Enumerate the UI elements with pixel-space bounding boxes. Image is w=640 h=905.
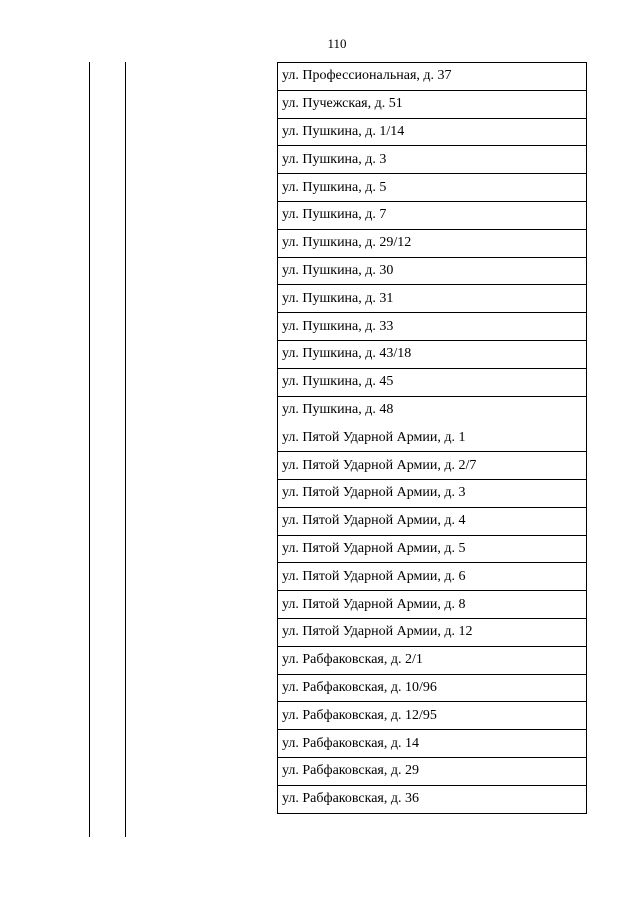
address-cell: ул. Пятой Ударной Армии, д. 4 [278, 507, 587, 535]
table-column-border-left [89, 62, 90, 837]
table-row [278, 118, 587, 146]
table-row [278, 618, 587, 646]
table-row [278, 730, 587, 758]
table-row [278, 757, 587, 785]
address-cell: ул. Рабфаковская, д. 14 [278, 730, 587, 758]
table-row [278, 507, 587, 535]
table-column-border-middle [125, 62, 126, 837]
address-cell: ул. Пушкина, д. 5 [278, 174, 587, 202]
table-row [278, 174, 587, 202]
address-cell: ул. Пушкина, д. 3 [278, 146, 587, 174]
address-cell: ул. Рабфаковская, д. 10/96 [278, 674, 587, 702]
page-number: 110 [327, 36, 347, 51]
table-row [278, 229, 587, 257]
table-row [278, 340, 587, 368]
address-table [277, 62, 587, 814]
table-row [278, 591, 587, 619]
table-row [278, 63, 587, 91]
address-cell: ул. Рабфаковская, д. 12/95 [278, 702, 587, 730]
address-cell: ул. Пушкина, д. 30 [278, 257, 587, 285]
table-row [278, 313, 587, 341]
address-cell: ул. Рабфаковская, д. 2/1 [278, 646, 587, 674]
table-row [278, 452, 587, 480]
address-cell: ул. Пушкина, д. 43/18 [278, 340, 587, 368]
address-cell: ул. Пятой Ударной Армии, д. 3 [278, 479, 587, 507]
table-row [278, 424, 587, 452]
table-row [278, 146, 587, 174]
table-row [278, 535, 587, 563]
table-row [278, 396, 587, 424]
table-row [278, 257, 587, 285]
address-cell: ул. Рабфаковская, д. 29 [278, 757, 587, 785]
address-cell: ул. Пятой Ударной Армии, д. 8 [278, 591, 587, 619]
address-cell: ул. Рабфаковская, д. 36 [278, 785, 587, 813]
address-cell: ул. Пятой Ударной Армии, д. 1 [278, 424, 587, 452]
address-cell: ул. Пушкина, д. 29/12 [278, 229, 587, 257]
table-row [278, 201, 587, 229]
address-cell: ул. Пятой Ударной Армии, д. 12 [278, 618, 587, 646]
address-cell: ул. Пушкина, д. 1/14 [278, 118, 587, 146]
address-cell: ул. Пушкина, д. 31 [278, 285, 587, 313]
table-row [278, 285, 587, 313]
address-cell: ул. Пушкина, д. 48 [278, 396, 587, 424]
address-cell: ул. Пучежская, д. 51 [278, 90, 587, 118]
address-cell: ул. Пушкина, д. 7 [278, 201, 587, 229]
table-row [278, 646, 587, 674]
table-row [278, 674, 587, 702]
table-row [278, 368, 587, 396]
address-cell: ул. Пятой Ударной Армии, д. 5 [278, 535, 587, 563]
address-cell: ул. Пушкина, д. 45 [278, 368, 587, 396]
address-cell: ул. Профессиональная, д. 37 [278, 63, 587, 91]
address-cell: ул. Пятой Ударной Армии, д. 6 [278, 563, 587, 591]
table-row [278, 90, 587, 118]
address-cell: ул. Пятой Ударной Армии, д. 2/7 [278, 452, 587, 480]
table-row [278, 563, 587, 591]
table-row [278, 785, 587, 813]
table-row [278, 702, 587, 730]
table-row [278, 479, 587, 507]
address-cell: ул. Пушкина, д. 33 [278, 313, 587, 341]
